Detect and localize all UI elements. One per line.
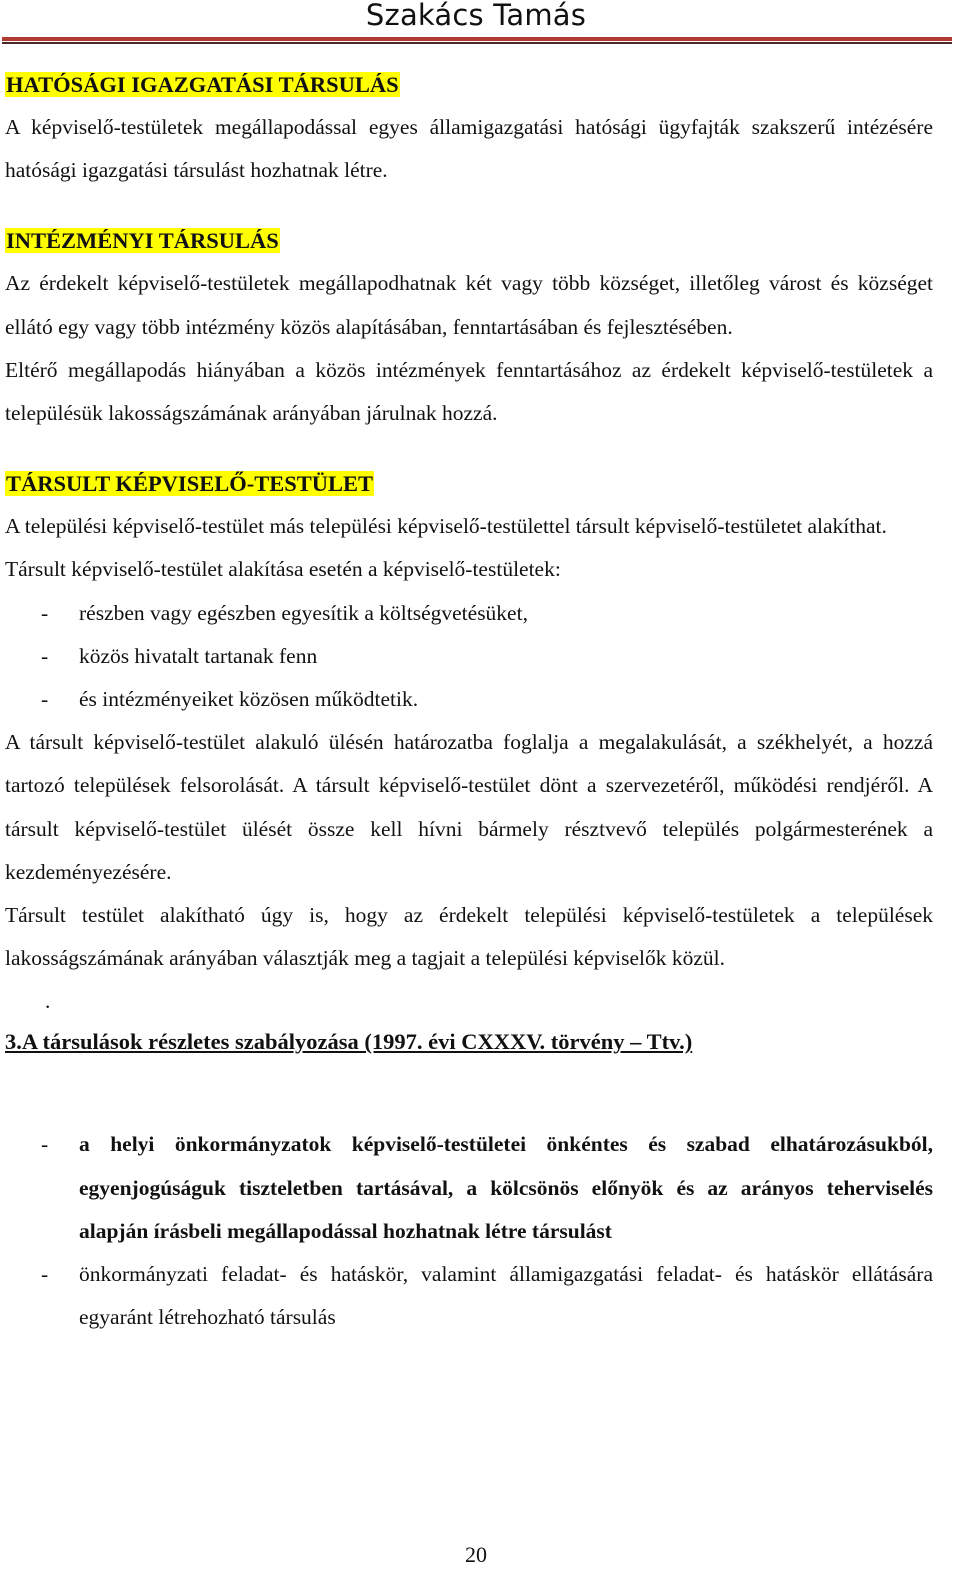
header-rule-red xyxy=(2,37,952,41)
spacer xyxy=(5,192,933,226)
dash-mark: - xyxy=(41,1132,49,1157)
paragraph: Társult testület alakítható úgy is, hogy az érdekelt települési képviselő-testületek a települések lakosságszámának arányában választják meg a tagjait a települési képviselők közül. xyxy=(5,903,933,971)
list-item: - a helyi önkormányzatok képviselő-testületei önkéntes és szabad elhatározásukból, egyenjogúságuk tiszteletben tartásával, a kölcsönös előnyök és az arányos teherviselés alapján írásbeli megállapodással hozhatnak létre társulást xyxy=(5,1123,933,1253)
page-number: 20 xyxy=(465,1542,487,1567)
paragraph: Társult képviselő-testület alakítása esetén a képviselő-testületek: xyxy=(5,557,561,582)
dash-mark: - xyxy=(41,687,49,712)
document-body xyxy=(5,70,933,1339)
dash-mark: - xyxy=(41,600,49,625)
header-rule-dark xyxy=(2,42,952,44)
heading-intezmenyi: INTÉZMÉNYI TÁRSULÁS xyxy=(6,228,279,254)
list-item: - önkormányzati feladat- és hatáskör, valamint államigazgatási feladat- és hatáskör ellátására egyaránt létrehozható társulás xyxy=(5,1253,933,1339)
paragraph: A társult képviselő-testület alakuló ülésén határozatba foglalja a megalakulását, a székhelyét, a hozzá tartozó települések felsorolását. A társult képviselő-testület dönt a szervezetéről, működési rendjéről. A társult képviselő-testület ülését össze kell hívni bármely résztvevő település polgármesterének a kezdeményezésére. xyxy=(5,730,933,884)
dash-list xyxy=(5,592,933,722)
page-header xyxy=(0,0,960,48)
paragraph: Eltérő megállapodás hiányában a közös intézmények fenntartásához az érdekelt képviselő-testületek a településük lakosságszámának arányában járulnak hozzá. xyxy=(5,357,933,426)
list-item: - közös hivatalt tartanak fenn xyxy=(5,635,933,678)
ttv-list xyxy=(5,1123,933,1339)
spacer xyxy=(5,435,933,469)
dash-mark: - xyxy=(41,1262,49,1287)
paragraph: A települési képviselő-testület más települési képviselő-testülettel társult képviselő-testületet alakíthat. xyxy=(5,514,887,539)
list-item: - részben vagy egészben egyesítik a költségvetésüket, xyxy=(5,592,933,635)
paragraph: Az érdekelt képviselő-testületek megállapodhatnak két vagy több községet, illetőleg várost és községet ellátó egy vagy több intézmény közös alapításában, fenntartásában és fejlesztésében. xyxy=(5,271,933,339)
trailing-dot: . xyxy=(45,989,51,1014)
header-author: Szakács Tamás xyxy=(365,0,587,32)
list-item: - és intézményeiket közösen működtetik. xyxy=(5,678,933,721)
spacer xyxy=(5,1057,933,1123)
section-title-3: 3.A társulások részletes szabályozása (1997. évi CXXXV. törvény – Ttv.) xyxy=(5,1029,693,1055)
dash-mark: - xyxy=(41,643,49,668)
heading-hatosagi: HATÓSÁGI IGAZGATÁSI TÁRSULÁS xyxy=(6,72,399,97)
paragraph: A képviselő-testületek megállapodással egyes államigazgatási hatósági ügyfajták szakszerű intézésére hatósági igazgatási társulást hozhatnak létre. xyxy=(5,115,933,183)
heading-tarsult: TÁRSULT KÉPVISELŐ-TESTÜLET xyxy=(6,471,374,497)
